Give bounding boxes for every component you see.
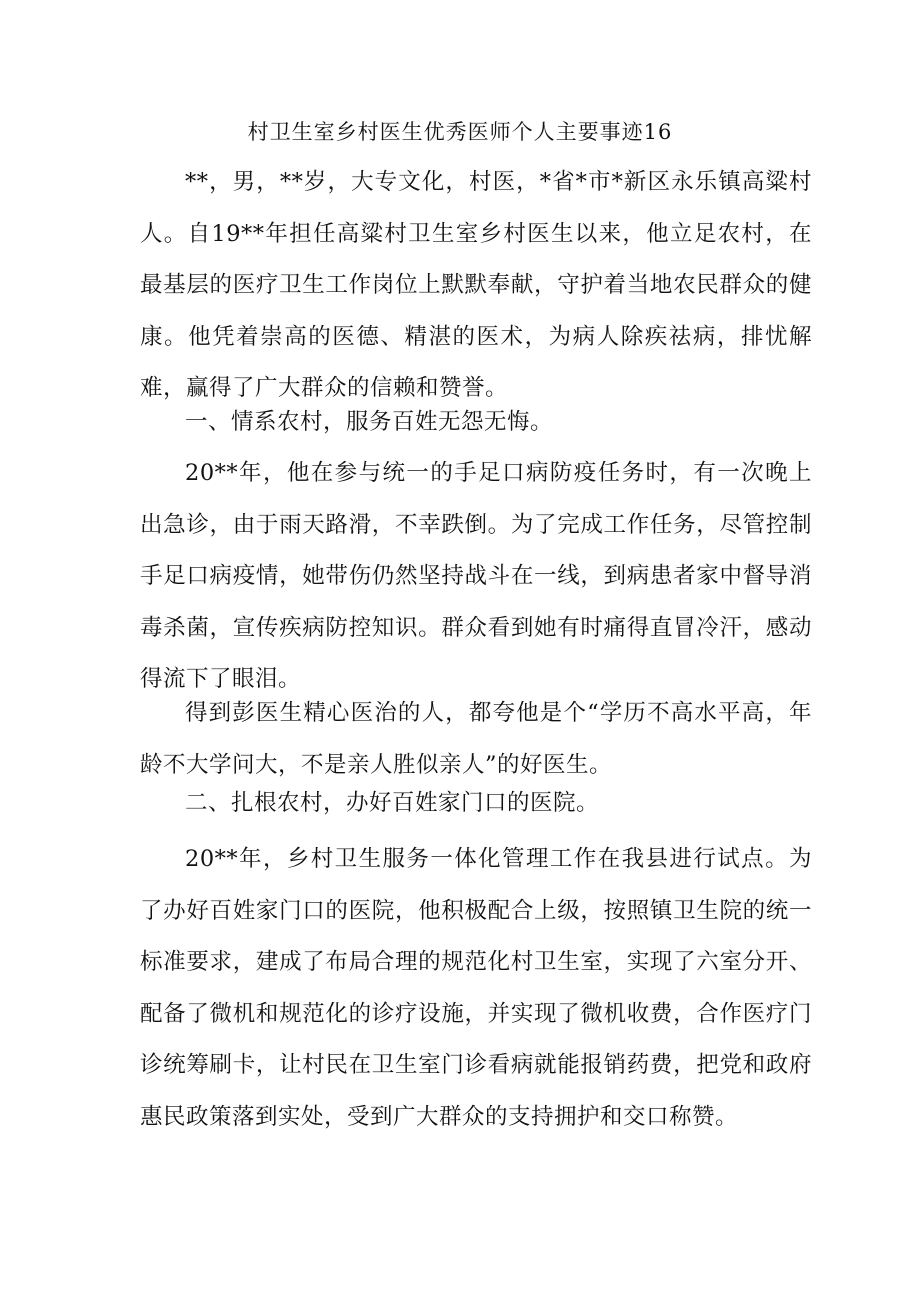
paragraph-intro: **，男，**岁，大专文化，村医，*省*市*新区永乐镇高粱村人。自19**年担任高粱村卫生室乡村医生以来，他立足农村，在最基层的医疗卫生工作岗位上默默奉献，守护着当地农民群众的健康。他凭着崇高的医德、精湛的医术，为病人除疾祛病，排忧解难，赢得了广大群众的信赖和赞誉。	[140, 169, 812, 401]
section-heading-1: 一、情系农村，服务百姓无怨无悔。	[185, 409, 554, 435]
paragraph-epidemic-duty: 20**年，他在参与统一的手足口病防疫任务时，有一次晚上出急诊，由于雨天路滑，不幸跌倒。为了完成工作任务，尽管控制手足口病疫情，她带伤仍然坚持战斗在一线，到病患者家中督导消毒杀菌，宣传疾病防控知识。群众看到她有时痛得直冒冷汗，感动得流下了眼泪。	[140, 460, 812, 692]
paragraph-clinic-construction: 20**年，乡村卫生服务一体化管理工作在我县进行试点。为了办好百姓家门口的医院，他积极配合上级，按照镇卫生院的统一标准要求，建成了布局合理的规范化村卫生室，实现了六室分开、配备了微机和规范化的诊疗设施，并实现了微机收费，合作医疗门诊统筹刷卡，让村民在卫生室门诊看病就能报销药费，把党和政府惠民政策落到实处，受到广大群众的支持拥护和交口称赞。	[140, 846, 812, 1130]
section-heading-2: 二、扎根农村，办好百姓家门口的医院。	[185, 790, 600, 816]
paragraph-praise: 得到彭医生精心医治的人，都夸他是个“学历不高水平高，年龄不大学问大，不是亲人胜似亲人”的好医生。	[140, 700, 812, 778]
document-title: 村卫生室乡村医生优秀医师个人主要事迹16	[247, 120, 673, 144]
